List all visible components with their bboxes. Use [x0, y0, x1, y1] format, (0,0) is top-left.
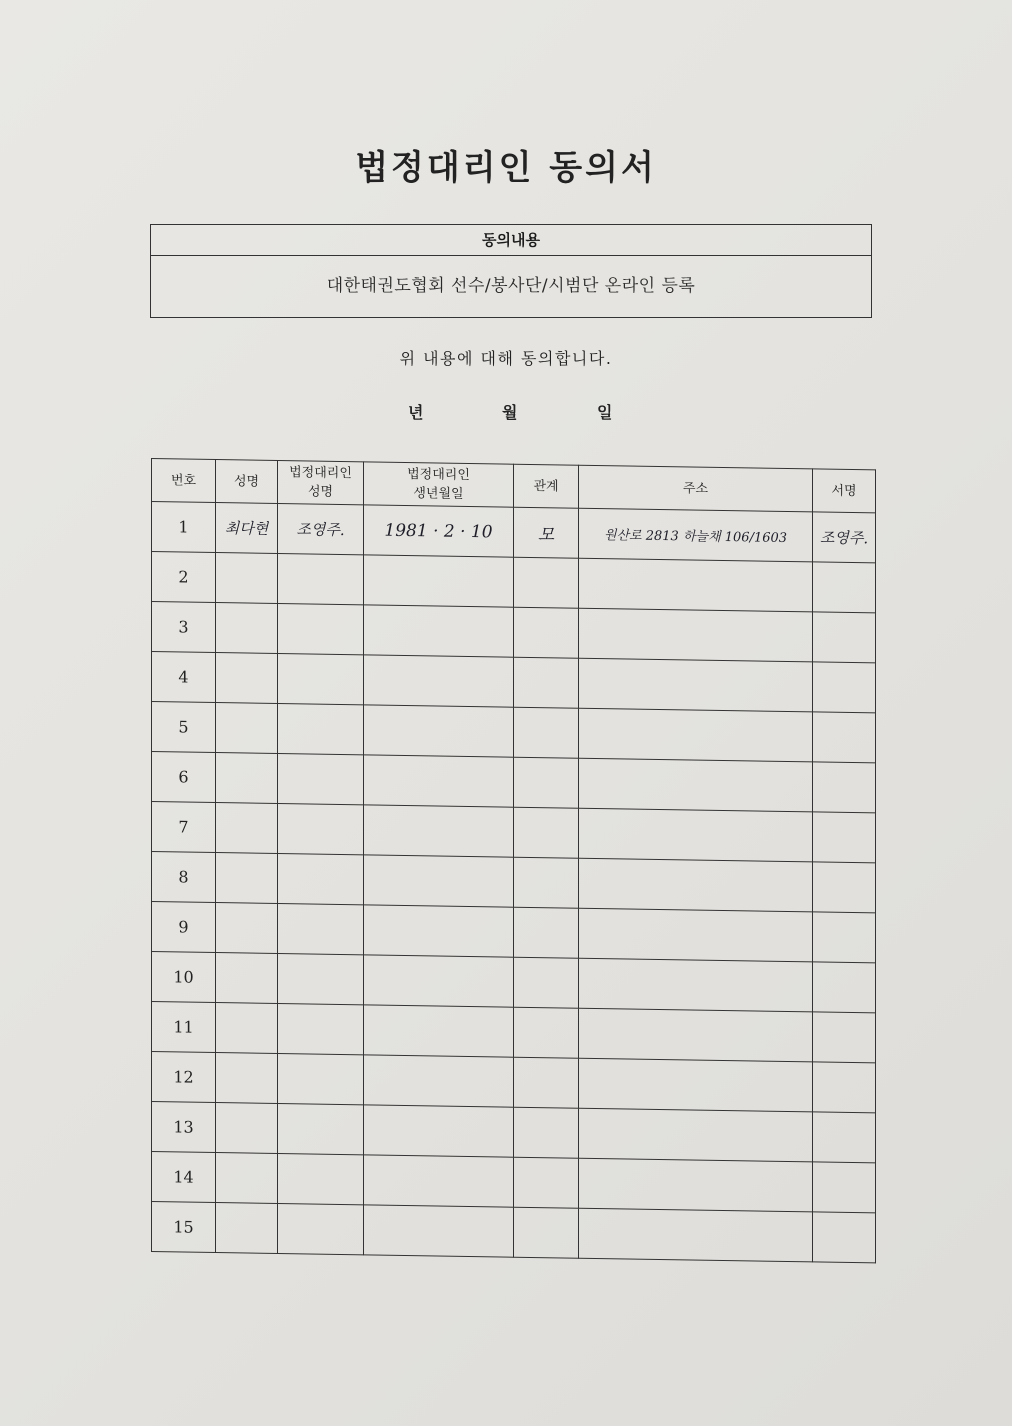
cell-address[interactable]: [579, 1058, 813, 1112]
cell-guardian-birth[interactable]: [364, 1055, 514, 1107]
cell-no: 15: [152, 1202, 216, 1253]
cell-name[interactable]: [216, 803, 278, 854]
cell-no: 1: [152, 502, 216, 553]
cell-no: 10: [152, 952, 216, 1003]
cell-guardian-name[interactable]: [278, 1203, 364, 1254]
cell-signature[interactable]: [813, 912, 876, 963]
cell-guardian-birth[interactable]: [364, 955, 514, 1007]
cell-address[interactable]: 원산로 2813 하늘채 106/1603: [579, 508, 813, 562]
date-day-label: 일: [597, 403, 613, 422]
header-guardian-birth: 법정대리인 생년월일: [364, 462, 514, 507]
cell-name[interactable]: [216, 1153, 278, 1204]
cell-no: 4: [152, 652, 216, 703]
cell-address[interactable]: [579, 958, 813, 1012]
cell-guardian-name[interactable]: [278, 1053, 364, 1104]
header-no: 번호: [152, 459, 216, 503]
cell-guardian-birth[interactable]: [364, 905, 514, 957]
cell-no: 7: [152, 802, 216, 853]
cell-relation[interactable]: [514, 957, 579, 1008]
date-year-label: 년: [408, 403, 424, 422]
cell-signature[interactable]: [813, 1012, 876, 1063]
cell-address[interactable]: [579, 908, 813, 962]
registration-table-wrapper: [151, 458, 879, 1277]
cell-name[interactable]: [216, 953, 278, 1004]
cell-signature[interactable]: [813, 1162, 876, 1213]
cell-no: 8: [152, 852, 216, 903]
cell-address[interactable]: [579, 758, 813, 812]
cell-guardian-birth[interactable]: [364, 755, 514, 807]
cell-no: 6: [152, 752, 216, 803]
header-relation: 관계: [514, 464, 579, 508]
cell-relation[interactable]: [514, 907, 579, 958]
cell-guardian-name[interactable]: [278, 603, 364, 654]
cell-guardian-birth[interactable]: [364, 1005, 514, 1057]
cell-address[interactable]: [579, 608, 813, 662]
cell-guardian-name[interactable]: [278, 1153, 364, 1204]
cell-relation[interactable]: [514, 1057, 579, 1108]
cell-no: 2: [152, 552, 216, 603]
cell-guardian-name[interactable]: [278, 903, 364, 954]
cell-guardian-birth[interactable]: [364, 855, 514, 907]
cell-guardian-birth[interactable]: [364, 555, 514, 607]
cell-guardian-name[interactable]: [278, 953, 364, 1004]
cell-name[interactable]: [216, 703, 278, 754]
cell-guardian-name[interactable]: [278, 853, 364, 904]
cell-address[interactable]: [579, 658, 813, 712]
cell-guardian-birth[interactable]: [364, 655, 514, 707]
cell-guardian-name[interactable]: [278, 653, 364, 704]
cell-relation[interactable]: [514, 707, 579, 758]
cell-name[interactable]: [216, 1103, 278, 1154]
cell-guardian-birth[interactable]: [364, 1105, 514, 1157]
cell-name[interactable]: 최다현: [216, 503, 278, 554]
cell-name[interactable]: [216, 903, 278, 954]
cell-signature[interactable]: [813, 662, 876, 713]
cell-address[interactable]: [579, 708, 813, 762]
cell-relation[interactable]: [514, 657, 579, 708]
cell-relation[interactable]: [514, 1107, 579, 1158]
cell-guardian-name[interactable]: [278, 553, 364, 604]
cell-no: 5: [152, 702, 216, 753]
cell-signature[interactable]: 조영주.: [813, 512, 876, 563]
cell-relation[interactable]: [514, 1157, 579, 1208]
cell-relation[interactable]: [514, 1007, 579, 1058]
consent-content-body: 대한태권도협회 선수/봉사단/시범단 온라인 등록: [326, 276, 696, 296]
cell-address[interactable]: [579, 1208, 813, 1262]
cell-guardian-birth[interactable]: 1981 · 2 · 10: [364, 505, 514, 557]
cell-name[interactable]: [216, 1053, 278, 1104]
date-month-label: 월: [502, 403, 518, 422]
cell-name[interactable]: [216, 853, 278, 904]
cell-no: 12: [152, 1052, 216, 1103]
cell-relation[interactable]: [514, 757, 579, 808]
agreement-statement: 위 내용에 대해 동의합니다.: [399, 349, 613, 368]
cell-guardian-birth[interactable]: [364, 805, 514, 857]
cell-relation[interactable]: [514, 807, 579, 858]
cell-guardian-name[interactable]: [278, 1103, 364, 1154]
cell-name[interactable]: [216, 753, 278, 804]
cell-address[interactable]: [579, 1108, 813, 1162]
cell-signature[interactable]: [813, 862, 876, 913]
cell-relation[interactable]: [514, 857, 579, 908]
cell-relation[interactable]: 모: [514, 507, 579, 558]
cell-guardian-name[interactable]: [278, 803, 364, 854]
cell-guardian-birth[interactable]: [364, 1155, 514, 1207]
cell-address[interactable]: [579, 1158, 813, 1212]
cell-relation[interactable]: [514, 1207, 579, 1258]
header-guardian-name: 법정대리인 성명: [278, 460, 364, 504]
registration-table: [151, 458, 876, 1263]
cell-no: 9: [152, 902, 216, 953]
cell-address[interactable]: [579, 1008, 813, 1062]
cell-name[interactable]: [216, 1203, 278, 1254]
cell-name[interactable]: [216, 653, 278, 704]
header-address: 주소: [579, 465, 813, 512]
cell-no: 3: [152, 602, 216, 653]
header-signature: 서명: [813, 469, 876, 513]
cell-signature[interactable]: [813, 1112, 876, 1163]
cell-signature[interactable]: [813, 612, 876, 663]
cell-no: 14: [152, 1152, 216, 1203]
cell-address[interactable]: [579, 858, 813, 912]
cell-guardian-name[interactable]: [278, 753, 364, 804]
cell-signature[interactable]: [813, 762, 876, 813]
cell-signature[interactable]: [813, 812, 876, 863]
cell-relation[interactable]: [514, 557, 579, 608]
cell-signature[interactable]: [813, 962, 876, 1013]
cell-no: 13: [152, 1102, 216, 1153]
cell-guardian-name[interactable]: [278, 703, 364, 754]
cell-guardian-name[interactable]: 조영주.: [278, 503, 364, 554]
cell-name[interactable]: [216, 603, 278, 654]
cell-guardian-birth[interactable]: [364, 705, 514, 757]
cell-signature[interactable]: [813, 1212, 876, 1263]
document-title: 법정대리인 동의서: [355, 148, 657, 188]
cell-name[interactable]: [216, 553, 278, 604]
consent-content-header: 동의내용: [151, 225, 871, 256]
cell-guardian-name[interactable]: [278, 1003, 364, 1054]
cell-signature[interactable]: [813, 562, 876, 613]
header-name: 성명: [216, 460, 278, 504]
cell-signature[interactable]: [813, 712, 876, 763]
cell-signature[interactable]: [813, 1062, 876, 1113]
cell-no: 11: [152, 1002, 216, 1053]
cell-relation[interactable]: [514, 607, 579, 658]
cell-address[interactable]: [579, 558, 813, 612]
table-row: [152, 1202, 876, 1263]
cell-guardian-birth[interactable]: [364, 1205, 514, 1257]
cell-guardian-birth[interactable]: [364, 605, 514, 657]
cell-name[interactable]: [216, 1003, 278, 1054]
cell-address[interactable]: [579, 808, 813, 862]
consent-content-box: [150, 224, 872, 318]
